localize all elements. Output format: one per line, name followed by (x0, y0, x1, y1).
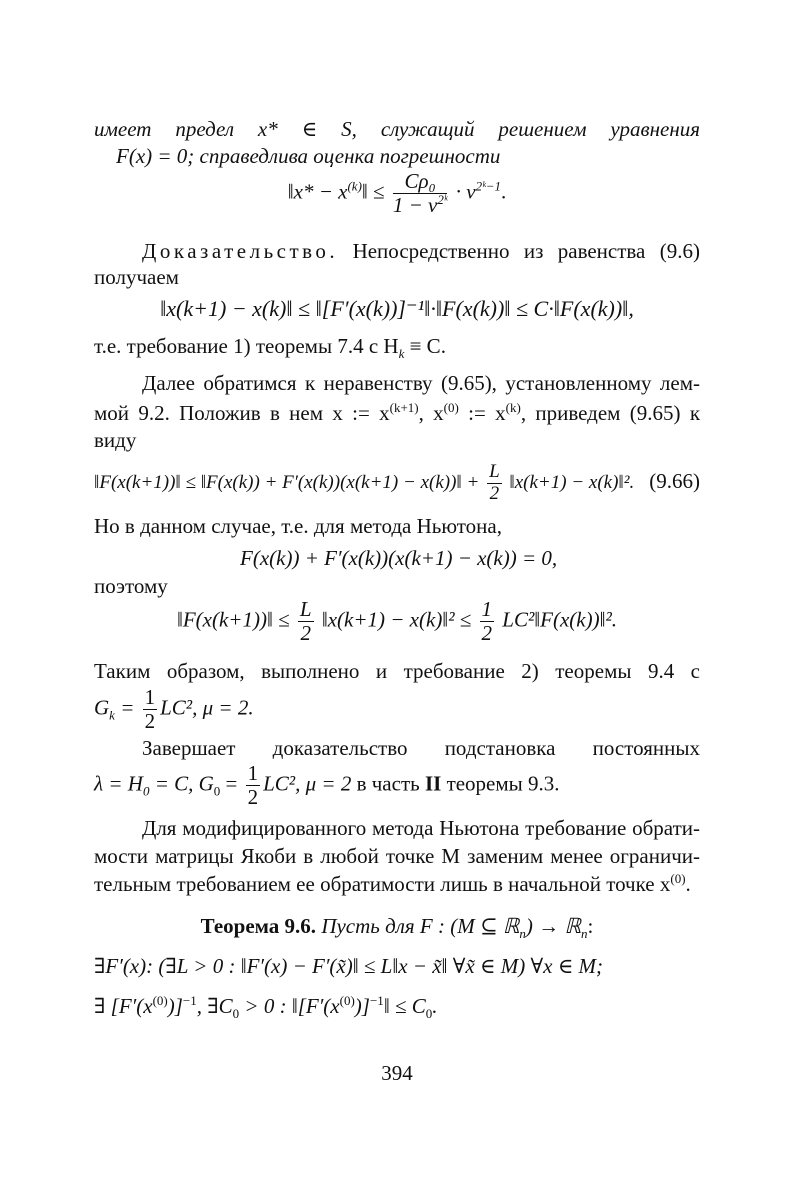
theorem-label: Теорема 9.6. (200, 914, 317, 938)
error-estimate-equation: ‖x* − $x^{(k)}‖$ ≤ $\frac{\text{Cρ₀}}{1 - \nu^{2ᵏ}}$ · $\nu^{2ᵏ-1}$. (287, 169, 507, 218)
theorem-9-6-heading: Теорема 9.6. Пусть для F : (M ⊆ ℝ$_n$) → ℝ$_n$: (200, 914, 594, 942)
theorem-condition-invertible: ∃ $[F'(x^{(0)})]^{-1}$, $\exists C_0 > 0$ : $‖[F'(x^{(0)})]^{-1}‖ \le C_0$. (94, 993, 438, 1022)
estimate-fraction: $\frac{\text{Cρ₀}}{1 - \nu^{2ᵏ}}$ (392, 169, 448, 218)
residual-inequality: ‖F(x(k+1))‖ ≤ $\frac{L}{2}$ ‖x(k+1) − x(k)‖² ≤ $\frac{1}{2}$ LC²‖F(x(k))‖². (176, 597, 618, 646)
modified-newton-line-1: Для модифицированного метода Ньютона требование обрати- (142, 816, 700, 840)
modified-newton-line-3: тельным требованием ее обратимости лишь в начальной точке $x^{(0)}$. (94, 871, 691, 896)
newton-step-inequality: ‖x(k+1) − x(k)‖ ≤ ‖[F′(x(k))]⁻¹‖·‖F(x(k))‖ ≤ C·‖F(x(k))‖, (160, 296, 634, 321)
theorem-line-1: имеет предел x* ∈ S, служащий решением уравнения (94, 117, 700, 141)
equation-966: ‖F(x(k+1))‖ ≤ ‖F(x(k)) + F′(x(k))(x(k+1) − x(k))‖ + $\frac{L}{2}$ ‖x(k+1) − x(k)‖². (9.66) (94, 461, 700, 504)
theorem-continuation (94, 116, 700, 144)
proof-heading: Доказательство. (142, 239, 339, 263)
gk-definition: $G_k$ = $\frac{1}{2}$ LC², μ = 2. (94, 685, 254, 734)
proof-line-2: получаем (94, 265, 179, 289)
newton-equation: F(x(k)) + F′(x(k))(x(k+1) − x(k)) = 0, (240, 546, 558, 570)
equation-number-966: (9.66) (649, 469, 700, 493)
page-number: 394 (381, 1061, 413, 1085)
inequality-965-line-1: Далее обратимся к неравенству (9.65), установленному лем- (142, 371, 700, 395)
constants-line: $\lambda = H_0 = C$, $G_0$ = $\frac{1}{2}$ LC², μ = 2 в часть II теоремы 9.3. (94, 761, 560, 810)
newton-case-line: Но в данном случае, т.е. для метода Ньютона, (94, 514, 502, 538)
requirement-1-line: т.е. требование 1) теоремы 7.4 с $H_k \equiv C$. (94, 334, 446, 362)
requirement-2-line: Таким образом, выполнено и требование 2) теоремы 9.4 с (94, 659, 700, 683)
therefore-line: поэтому (94, 574, 168, 598)
substitution-line: Завершает доказательство подстановка постоянных (142, 736, 700, 760)
inequality-965-line-3: виду (94, 428, 137, 452)
proof-paragraph: Доказательство. Непосредственно из равенства (9.6) (142, 239, 700, 263)
inequality-965-line-2: мой 9.2. Положив в нем x := $x^{(k+1)}$, $x^{(0)}$ := $x^{(k)}$, приведем (9.65) к (94, 400, 701, 425)
modified-newton-line-2: мости матрицы Якоби в любой точке M заменим менее ограничи- (94, 844, 700, 868)
theorem-condition-lipschitz: ∃F′(x): (∃L > 0 : ‖F′(x) − F′(x̃)‖ ≤ L‖x − x̃‖ ∀x̃ ∈ M) ∀x ∈ M; (94, 954, 603, 978)
theorem-line-2: F(x) = 0; справедлива оценка погрешности (116, 144, 501, 168)
